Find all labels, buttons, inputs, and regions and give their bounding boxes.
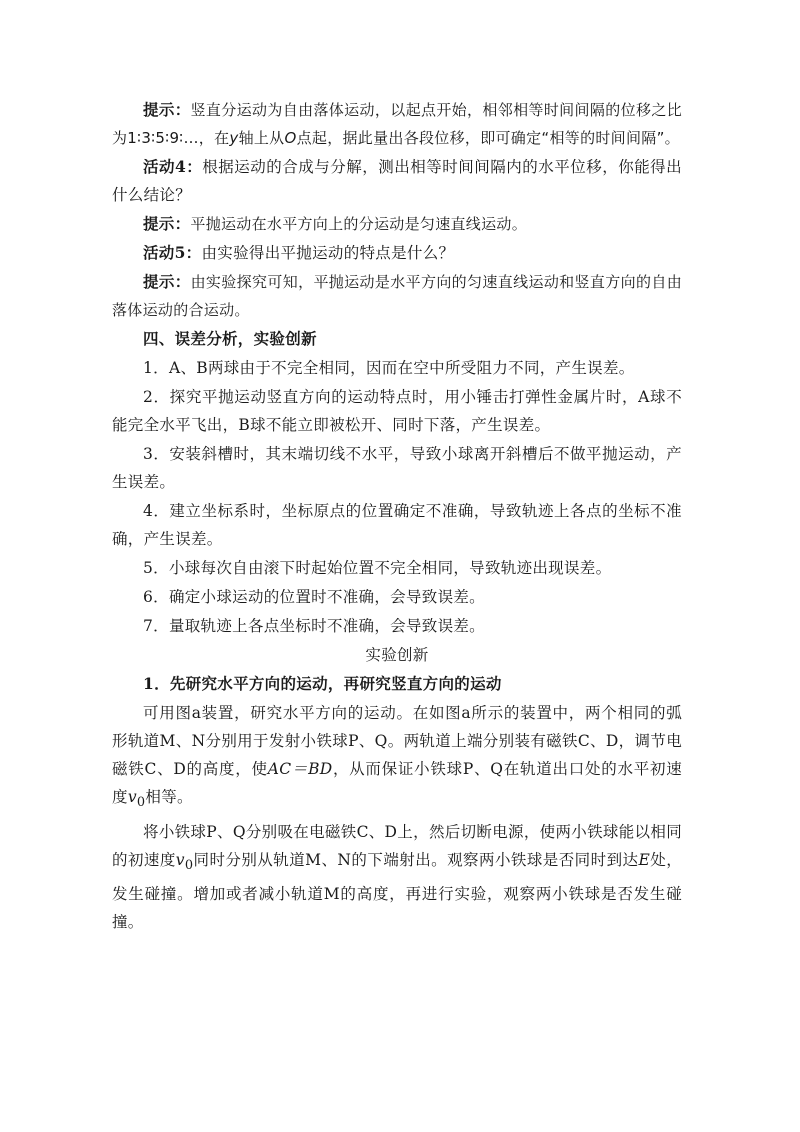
activity-5 (112, 239, 682, 267)
activity-label: 活动4： (143, 157, 203, 176)
error-item: 2．探究平抛运动竖直方向的运动特点时，用小锤击打弹性金属片时，A球不能完全水平飞出，B球不能立即被松开、同时下落，产生误差。 (112, 388, 682, 434)
hint-text: 由实验探究可知，平抛运动是水平方向的匀速直线运动和竖直方向的自由落体运动的合运动。 (112, 273, 682, 319)
hint-label: 提示： (143, 272, 191, 291)
error-item: 1．A、B两球由于不完全相同，因而在空中所受阻力不同，产生误差。 (143, 359, 635, 377)
document-body (112, 96, 682, 937)
activity-4 (112, 153, 682, 209)
velocity-subscript: 0 (184, 858, 194, 874)
innovation-subheading: 1．先研究水平方向的运动，再研究竖直方向的运动 (143, 674, 502, 693)
hint-label: 提示： (143, 100, 191, 119)
point-e-symbol: E (638, 851, 651, 870)
error-item: 4．建立坐标系时，坐标原点的位置确定不准确，导致轨迹上各点的坐标不准确，产生误差。 (112, 502, 682, 548)
activity-text: 根据运动的合成与分解，测出相等时间间隔内的水平位移，你能得出什么结论？ (112, 158, 682, 204)
error-item: 5．小球每次自由滚下时起始位置不完全相同，导致轨迹出现误差。 (143, 559, 612, 577)
hint-paragraph-2 (112, 210, 682, 238)
innovation-paragraph-2 (112, 818, 682, 936)
paragraph-text: 可用图a装置，研究水平方向的运动。在如图a所示的装置中，两个相同的弧形轨道M、N分别用于发射小铁球P、Q。两轨道上端分别装有磁铁C、D，调节电磁铁C、D的高度，使 (112, 704, 682, 778)
hint-text: 点起，据此量出各段位移，即可确定“相等的时间间隔”。 (296, 129, 680, 147)
activity-label: 活动5： (143, 243, 202, 262)
activity-text: 由实验得出平抛运动的特点是什么？ (201, 244, 455, 262)
hint-text: 轴上从 (238, 129, 285, 147)
hint-text: 平抛运动在水平方向上的分运动是匀速直线运动。 (190, 215, 528, 233)
origin-symbol: O (284, 129, 297, 147)
section-heading: 四、误差分析，实验创新 (143, 329, 317, 348)
paragraph-text: 将小铁球P、Q分别吸在电磁铁C、D上，然后切断电源，使两小铁球能以相同的初速度 (112, 823, 682, 870)
hint-label: 提示： (143, 214, 191, 233)
error-item: 6．确定小球运动的位置时不准确，会导致误差。 (143, 588, 485, 606)
error-item: 3．安装斜槽时，其末端切线不水平，导致小球离开斜槽后不做平抛运动，产生误差。 (112, 445, 682, 491)
error-item: 7．量取轨迹上各点坐标时不准确，会导致误差。 (143, 617, 485, 635)
velocity-symbol: v (175, 851, 185, 870)
paragraph-text: 相等。 (145, 788, 193, 806)
paragraph-text: ，从而保证小铁球P、Q在轨道出口处的水平初速度 (112, 760, 682, 806)
paragraph-text: 处，发生碰撞。增加或者减小轨道M的高度，再进行实验，观察两小铁球是否发生碰撞。 (112, 851, 683, 932)
paragraph-text: 同时分别从轨道M、N的下端射出。观察两小铁球是否同时到达 (193, 851, 639, 870)
innovation-title: 实验创新 (365, 646, 429, 664)
hint-paragraph-3 (112, 268, 682, 324)
hint-paragraph-1 (112, 96, 682, 152)
velocity-symbol: v (127, 788, 137, 806)
equation: AC＝BD (267, 760, 333, 778)
hint-text: 竖直分运动为自由落体运动，以起点开始，相邻相等时间间隔的位移之比为1∶3∶5∶9∶…，在 (112, 101, 682, 147)
velocity-subscript: 0 (136, 795, 146, 811)
innovation-paragraph-1 (112, 699, 682, 817)
y-axis-symbol: y (229, 129, 239, 147)
